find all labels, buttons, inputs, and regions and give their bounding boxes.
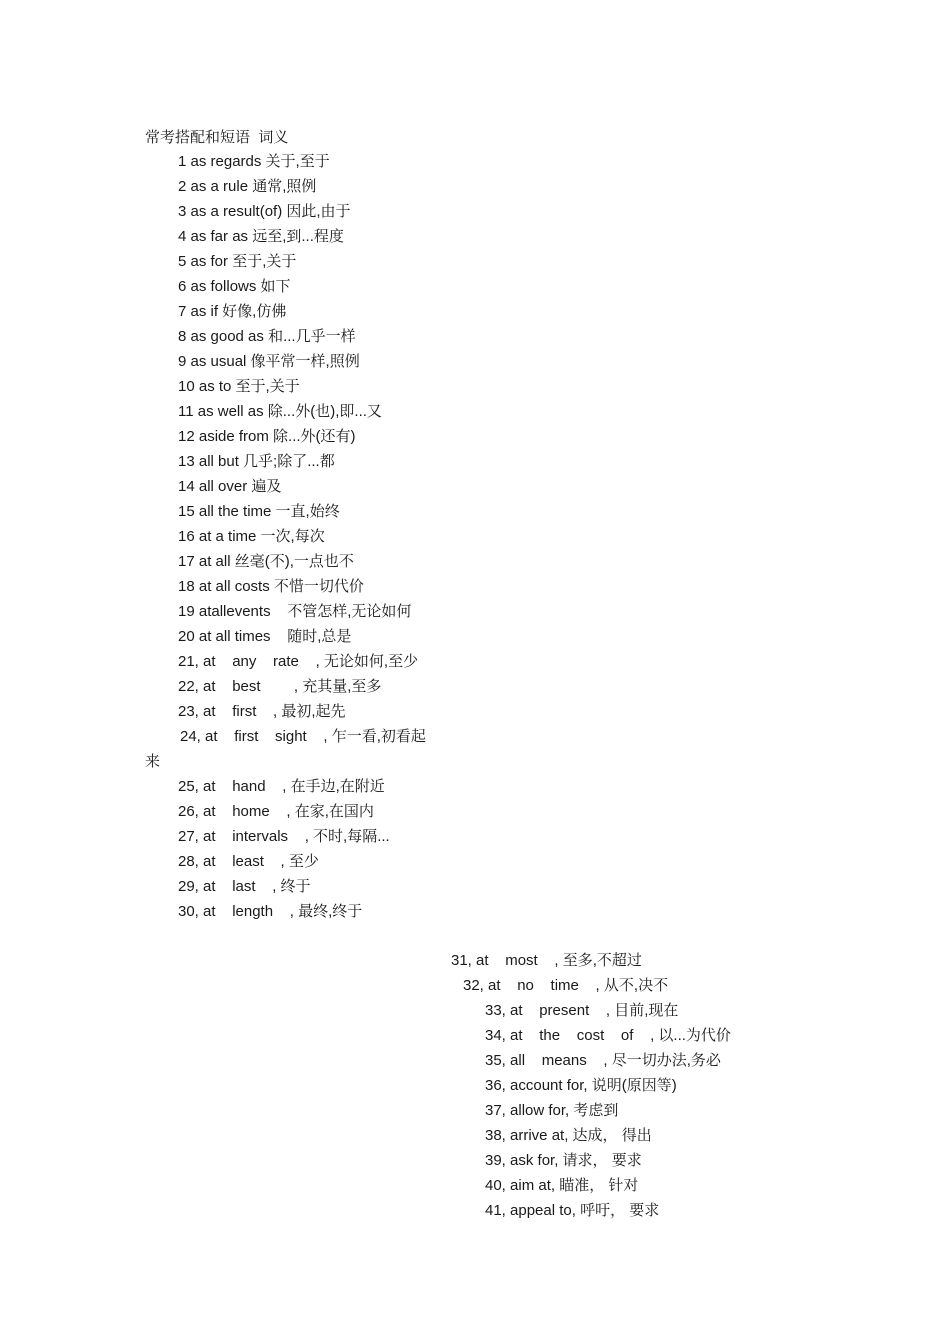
phrase-entry: 31, at most , 至多,不超过 <box>451 952 642 969</box>
phrase-entry: 22, at best , 充其量,至多 <box>178 678 382 695</box>
phrase-entry: 6 as follows 如下 <box>178 278 291 295</box>
phrase-entry: 12 aside from 除...外(还有) <box>178 428 356 445</box>
phrase-entry: 5 as for 至于,关于 <box>178 253 297 270</box>
phrase-entry: 35, all means , 尽一切办法,务必 <box>485 1052 721 1069</box>
phrase-entry: 27, at intervals , 不时,每隔... <box>178 828 390 845</box>
phrase-entry: 36, account for, 说明(原因等) <box>485 1077 677 1094</box>
phrase-entry: 33, at present , 目前,现在 <box>485 1002 679 1019</box>
phrase-entry: 4 as far as 远至,到...程度 <box>178 228 344 245</box>
phrase-entry: 28, at least , 至少 <box>178 853 319 870</box>
phrase-entry: 15 all the time 一直,始终 <box>178 503 340 520</box>
phrase-entry: 40, aim at, 瞄准， 针对 <box>485 1177 639 1194</box>
phrase-entry: 24, at first sight , 乍一看,初看起 <box>180 728 426 745</box>
phrase-entry: 7 as if 好像,仿佛 <box>178 303 287 320</box>
phrase-entry: 20 at all times 随时,总是 <box>178 628 352 645</box>
phrase-entry: 25, at hand , 在手边,在附近 <box>178 778 385 795</box>
phrase-entry: 26, at home , 在家,在国内 <box>178 803 374 820</box>
phrase-entry: 来 <box>145 753 161 770</box>
phrase-entry: 41, appeal to, 呼吁， 要求 <box>485 1202 660 1219</box>
phrase-entry: 16 at a time 一次,每次 <box>178 528 325 545</box>
phrase-entry: 29, at last , 终于 <box>178 878 311 895</box>
phrase-entry: 9 as usual 像平常一样,照例 <box>178 353 360 370</box>
phrase-entry: 11 as well as 除...外(也),即...又 <box>178 403 382 420</box>
phrase-entry: 10 as to 至于,关于 <box>178 378 300 395</box>
phrase-entry: 39, ask for, 请求， 要求 <box>485 1152 642 1169</box>
phrase-entry: 19 atallevents 不管怎样,无论如何 <box>178 603 412 620</box>
phrase-entry: 38, arrive at, 达成， 得出 <box>485 1127 652 1144</box>
phrase-entry: 13 all but 几乎;除了...都 <box>178 453 335 470</box>
phrase-entry: 8 as good as 和...几乎一样 <box>178 328 356 345</box>
phrase-entry: 37, allow for, 考虑到 <box>485 1102 619 1119</box>
phrase-entry: 14 all over 遍及 <box>178 478 282 495</box>
phrase-entry: 1 as regards 关于,至于 <box>178 153 330 170</box>
phrase-entry: 3 as a result(of) 因此,由于 <box>178 203 351 220</box>
page-title: 常考搭配和短语 词义 <box>145 129 289 146</box>
phrase-entry: 17 at all 丝毫(不),一点也不 <box>178 553 354 570</box>
phrase-entry: 30, at length , 最终,终于 <box>178 903 363 920</box>
phrase-entry: 23, at first , 最初,起先 <box>178 703 346 720</box>
phrase-entry: 21, at any rate , 无论如何,至少 <box>178 653 419 670</box>
phrase-entry: 2 as a rule 通常,照例 <box>178 178 317 195</box>
phrase-entry: 34, at the cost of , 以...为代价 <box>485 1027 731 1044</box>
phrase-entry: 18 at all costs 不惜一切代价 <box>178 578 364 595</box>
phrase-entry: 32, at no time , 从不,决不 <box>463 977 669 994</box>
